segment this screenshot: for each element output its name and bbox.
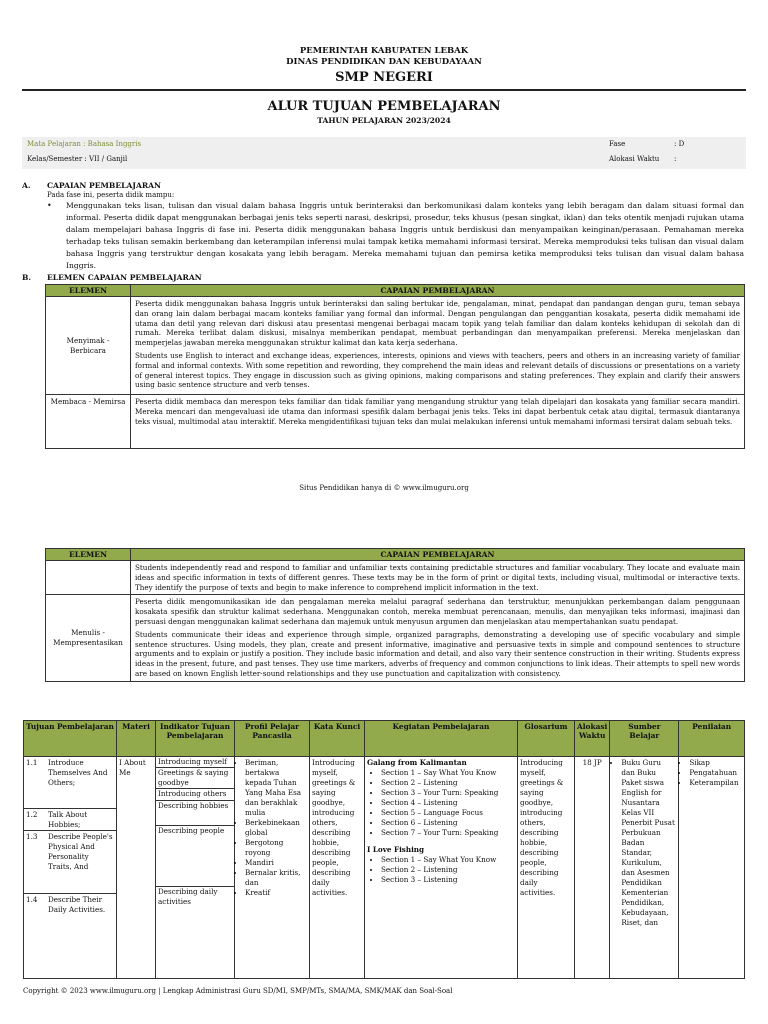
tujuan-text: Introduce Themselves And Others; (48, 758, 108, 787)
kegiatan-group-title: Galang from Kalimantan (367, 758, 467, 767)
indikator-item: Introducing myself (158, 757, 227, 766)
tujuan-item (24, 893, 116, 916)
col-kata-kunci: Kata Kunci (310, 721, 365, 757)
col-indikator: Indikator Tujuan Pembelajaran (156, 721, 235, 757)
capaian-membaca-en: Students independently read and respond to familiar and unfamiliar texts containing predictable structures and familiar vocabulary. They locate and evaluate main ideas and specific information in texts of different genres. These texts may be in the form of print or digital texts, including visual, multimodal or interactive texts. They identify the purpose of texts and begin to make inference to comprehend implicit information in the text. (131, 561, 745, 595)
profil-cell (235, 757, 310, 979)
materi-cell: I About Me (117, 757, 156, 979)
col-alokasi: Alokasi Waktu (575, 721, 610, 757)
tujuan-item (24, 830, 116, 893)
letterhead-divider (22, 89, 746, 91)
penilaian-item: • Pengatahuan (689, 768, 742, 778)
col-profil: Profil Pelajar Pancasila (235, 721, 310, 757)
tujuan-num: 1.3 (26, 832, 38, 841)
tujuan-num: 1.2 (26, 810, 38, 819)
kegiatan-item: • Section 1 – Say What You Know (381, 855, 515, 865)
glosarium-cell: Introducing myself, greetings & saying goodbye, introducing others, describing hobbie, describing people, describing daily activities. (518, 757, 575, 979)
col-tujuan: Tujuan Pembelajaran (24, 721, 117, 757)
tujuan-num: 1.4 (26, 895, 38, 904)
school-name: SMP NEGERI (335, 70, 433, 85)
capaian-menulis (131, 595, 745, 681)
tujuan-item (24, 757, 116, 808)
col-capaian: CAPAIAN PEMBELAJARAN (131, 285, 745, 297)
indikator-item: Describing people (156, 825, 234, 886)
elemen-menyimak: Menyimak - Berbicara (46, 297, 131, 395)
section-a-title: CAPAIAN PEMBELAJARAN (47, 181, 161, 190)
capaian-menulis-en: Students communicate their ideas and experience through simple, organized paragraphs, demonstrating a developing use of specific vocabulary and simple sentence structures. Using models, they plan, create and present informative, imaginative and persuasive texts in simple and compound sentences to structure arguments and to explain or justify a position. They include basic information and detail, and also vary their sentence construction in their writing. Students express ideas in the present, future, and past tenses. They use time markers, adverbs of frequency and common conjunctions to link ideas. Their attempts to spell new words are based on known English letter-sound relationships and they use punctuation and capitalization with consistency. (135, 629, 740, 678)
bullet-marker: • (47, 201, 52, 210)
doc-title: ALUR TUJUAN PEMBELAJARAN (267, 99, 501, 114)
fase-label: Fase (609, 140, 626, 148)
capaian-menyimak (131, 297, 745, 395)
alokasi-value: : (674, 155, 677, 163)
indikator-cell (156, 757, 235, 979)
capaian-menulis-id: Peserta didik mengomunikasikan ide dan pengalaman mereka melalui paragraf sederhana dan terstruktur, menunjukkan perkembangan dalam penggunaan kosakata spesifik dan struktur kalimat sederhana. Menggunakan contoh, mereka membuat perencanaan, menulis, dan menyajikan teks informasi, imajinasi dan persuasi dengan menggunakan kalimat sederhana dan majemuk untuk menyusun argumen dan menjelaskan atau mempertahankan suatu pendapat. (135, 597, 740, 626)
mapel-info: Mata Pelajaran : Bahasa Inggris (27, 140, 142, 148)
kegiatan-item: • Section 5 – Language Focus (381, 808, 515, 818)
section-b-title: ELEMEN CAPAIAN PEMBELAJARAN (47, 273, 202, 282)
capaian-membaca: Peserta didik membaca dan merespon teks familiar dan tidak familiar yang mengandung struktur yang telah dipelajari dan kosakata yang familiar secara mandiri. Mereka mencari dan mengevaluasi ide utama dan informasi spesifik dalam berbagai jenis teks. Teks ini dapat berbentuk cetak atau digital, termasuk diantaranya teks visual, multimodal atau interaktif. Mereka mengidentifikasi tujuan teks dan mulai melakukan inferensi untuk memahami informasi tersirat dalam sebuah teks. (131, 395, 745, 449)
copyright: Copyright © 2023 www.ilmuguru.org | Lengkap Administrasi Guru SD/MI, SMP/MTs, SMA/MA, SMK/MAK dan Soal-Soal (23, 987, 453, 995)
kegiatan-group-title: I Love Fishing (367, 845, 425, 854)
col-penilaian: Penilaian (679, 721, 745, 757)
col-kegiatan: Kegiatan Pembelajaran (365, 721, 518, 757)
col-materi: Materi (117, 721, 156, 757)
indikator-item: Greetings & saying goodbye (156, 767, 234, 788)
profil-item: • Bergotong royong (245, 838, 307, 858)
indikator-item: Introducing others (156, 788, 234, 800)
elemen-menulis: Menulis - Mempresentasikan (46, 595, 131, 681)
col-sumber: Sumber Belajar (610, 721, 679, 757)
tujuan-cell (24, 757, 117, 979)
section-b-letter: B. (22, 273, 32, 282)
profil-item: • Beriman, bertakwa kepada Tuhan Yang Maha Esa dan berakhlak mulia (245, 758, 307, 818)
kegiatan-item: • Section 7 – Your Turn: Speaking (381, 828, 515, 838)
elemen-table (45, 284, 745, 449)
section-a-intro: Pada fase ini, peserta didik mampu: (47, 191, 175, 199)
profil-item: • Mandiri (245, 858, 307, 868)
elemen-empty (46, 561, 131, 595)
doc-year: TAHUN PELAJARAN 2023/2024 (317, 116, 451, 125)
atp-table (23, 720, 745, 979)
col-elemen: ELEMEN (46, 285, 131, 297)
profil-item: • Berkebinekaan global (245, 818, 307, 838)
kegiatan-item: • Section 2 – Listening (381, 778, 515, 788)
info-bar (22, 137, 746, 169)
profil-item: • Kreatif (245, 888, 307, 898)
tujuan-num: 1.1 (26, 758, 38, 767)
tujuan-text: Talk About Hobbies; (48, 810, 88, 829)
tujuan-text: Describe Their Daily Activities. (48, 895, 106, 914)
sumber-cell (610, 757, 679, 979)
penilaian-item: • Sikap (689, 758, 742, 768)
profil-item: • Bernalar kritis, dan (245, 868, 307, 888)
gov-title: PEMERINTAH KABUPATEN LEBAK (299, 46, 469, 56)
col-elemen-2: ELEMEN (46, 549, 131, 561)
alokasi-label: Alokasi Waktu (609, 155, 660, 163)
kegiatan-item: • Section 1 – Say What You Know (381, 768, 515, 778)
penilaian-item: • Keterampilan (689, 778, 742, 788)
kegiatan-item: • Section 3 – Listening (381, 875, 515, 885)
tujuan-text: Describe People's Physical And Personality Traits, And (48, 832, 113, 871)
fase-value: : D (674, 140, 685, 148)
sumber-item: • Buku Guru dan Buku Paket siswa English for Nusantara Kelas VII Penerbit Pusat Perbukuan Badan Standar, Kurikulum, dan Asesmen Pendidikan Kementerian Pendidikan, Kebudayaan, Riset, dan (621, 758, 676, 928)
indikator-item: Describing hobbies (156, 800, 234, 825)
tujuan-item (24, 808, 116, 830)
elemen-membaca: Membaca - Memirsa (46, 395, 131, 449)
kata-kunci-cell: Introducing myself, greetings & saying goodbye, introducing others, describing hobbie, describing people, describing daily activities. (310, 757, 365, 979)
kegiatan-cell (365, 757, 518, 979)
capaian-menyimak-id: Peserta didik menggunakan bahasa Inggris untuk berinteraksi dan saling bertukar ide, pengalaman, minat, pendapat dan pandangan dengan guru, teman sebaya dan orang lain dalam berbagai macam konteks familiar yang formal dan informal. Dengan pengulangan dan penggantian kosakata, peserta didik memahami ide utama dan detil yang relevan dari diskusi atau presentasi mengenai berbagai macam topik yang telah familiar dan dalam konteks kehidupan di sekolah dan di rumah. Mereka terlibat dalam diskusi, misalnya memberikan pendapat, membuat perbandingan dan menyampaikan preferensi. Mereka menjelaskan dan memperjelas jawaban mereka menggunakan struktur kalimat dan kata kerja sederhana. (135, 299, 740, 348)
section-a-text: Menggunakan teks lisan, tulisan dan visual dalam bahasa Inggris untuk berinteraksi dan berkomunikasi dalam konteks yang lebih beragam dan dalam situasi formal dan informal. Peserta didik dapat menggunakan berbagai jenis teks seperti narasi, deskripsi, prosedur, teks khusus (pesan singkat, iklan) dan teks otentik menjadi rujukan utama dalam mempelajari bahasa Inggris di fase ini. Peserta didik menggunakan bahasa Inggris untuk berdiskusi dan menyampaikan keinginan/perasaan. Pemahaman mereka terhadap teks tulisan semakin berkembang dan keterampilan inferensi mulai tampak ketika memahami informasi tersirat. Mereka memproduksi teks tulisan dan visual dalam bahasa Inggris yang terstruktur dengan kosakata yang lebih beragam. Mereka memahami tujuan dan pemirsa ketika memproduksi teks tulisan dan visual dalam bahasa Inggris. (66, 201, 744, 270)
alokasi-cell: 18 JP (575, 757, 610, 979)
section-a-letter: A. (22, 181, 31, 190)
elemen-table-continued (45, 548, 745, 682)
kegiatan-item: • Section 2 – Listening (381, 865, 515, 875)
col-glosarium: Glosarium (518, 721, 575, 757)
capaian-menyimak-en: Students use English to interact and exchange ideas, experiences, interests, opinions and views with teachers, peers and others in an increasing variety of familiar formal and informal contexts. With some repetition and rewording, they comprehend the main ideas and relevant details of discussions or presentations on a variety of general interest topics. They engage in discussion such as giving opinions, making comparisons and stating preferences. They explain and clarify their answers using basic sentence structure and verb tenses. (135, 350, 740, 390)
kegiatan-item: • Section 3 – Your Turn: Speaking (381, 788, 515, 798)
col-capaian-2: CAPAIAN PEMBELAJARAN (131, 549, 745, 561)
kelas-info: Kelas/Semester : VII / Ganjil (27, 155, 128, 163)
kegiatan-item: • Section 6 – Listening (381, 818, 515, 828)
indikator-item: Describing daily activities (156, 886, 234, 907)
site-footer: Situs Pendidikan hanya di © www.ilmuguru.org (299, 484, 469, 492)
dept-title: DINAS PENDIDIKAN DAN KEBUDAYAAN (286, 57, 482, 67)
penilaian-cell (679, 757, 745, 979)
kegiatan-item: • Section 4 – Listening (381, 798, 515, 808)
